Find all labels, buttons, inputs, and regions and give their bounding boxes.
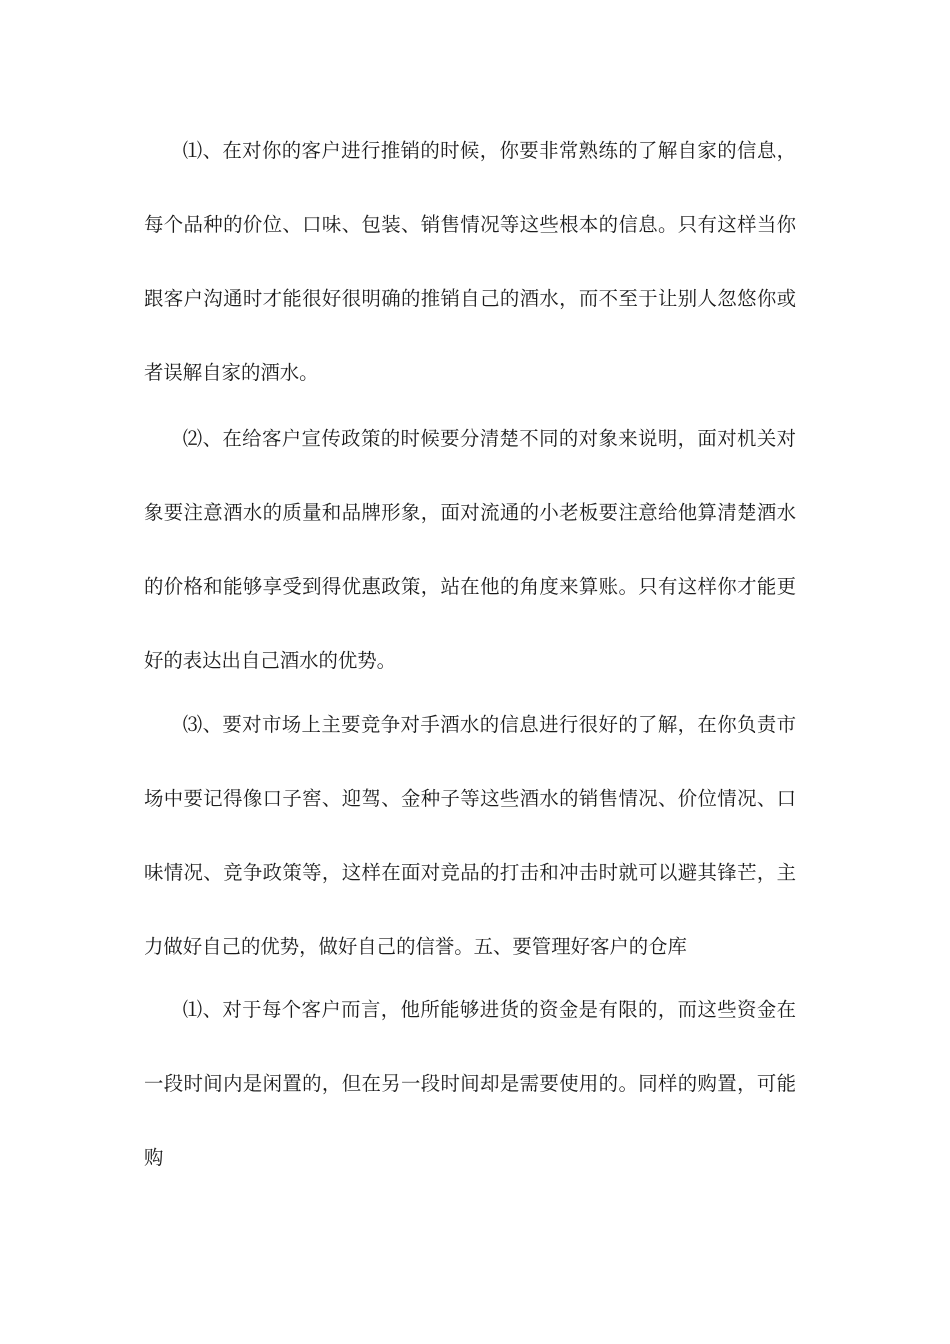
paragraph-3: ⑶、要对市场上主要竞争对手酒水的信息进行很好的了解，在你负责市场中要记得像口子窖、迎驾、金种子等这些酒水的销售情况、价位情况、口味情况、竞争政策等，这样在面对竞品的打击和冲击时就可以避其锋芒，主力做好自己的优势，做好自己的信誉。五、要管理好客户的仓库 [144,713,796,958]
paragraph-2: ⑵、在给客户宣传政策的时候要分清楚不同的对象来说明，面对机关对象要注意酒水的质量和品牌形象，面对流通的小老板要注意给他算清楚酒水的价格和能够享受到得优惠政策，站在他的角度来算账。只有这样你才能更好的表达出自己酒水的优势。 [144,427,796,672]
paragraph-4: ⑴、对于每个客户而言，他所能够进货的资金是有限的，而这些资金在一段时间内是闲置的，但在另一段时间却是需要使用的。同样的购置，可能购 [144,998,796,1169]
paragraph-1: ⑴、在对你的客户进行推销的时候，你要非常熟练的了解自家的信息，每个品种的价位、口味、包装、销售情况等这些根本的信息。只有这样当你跟客户沟通时才能很好很明确的推销自己的酒水，而不至于让别人忽悠你或者误解自家的酒水。 [144,139,796,384]
